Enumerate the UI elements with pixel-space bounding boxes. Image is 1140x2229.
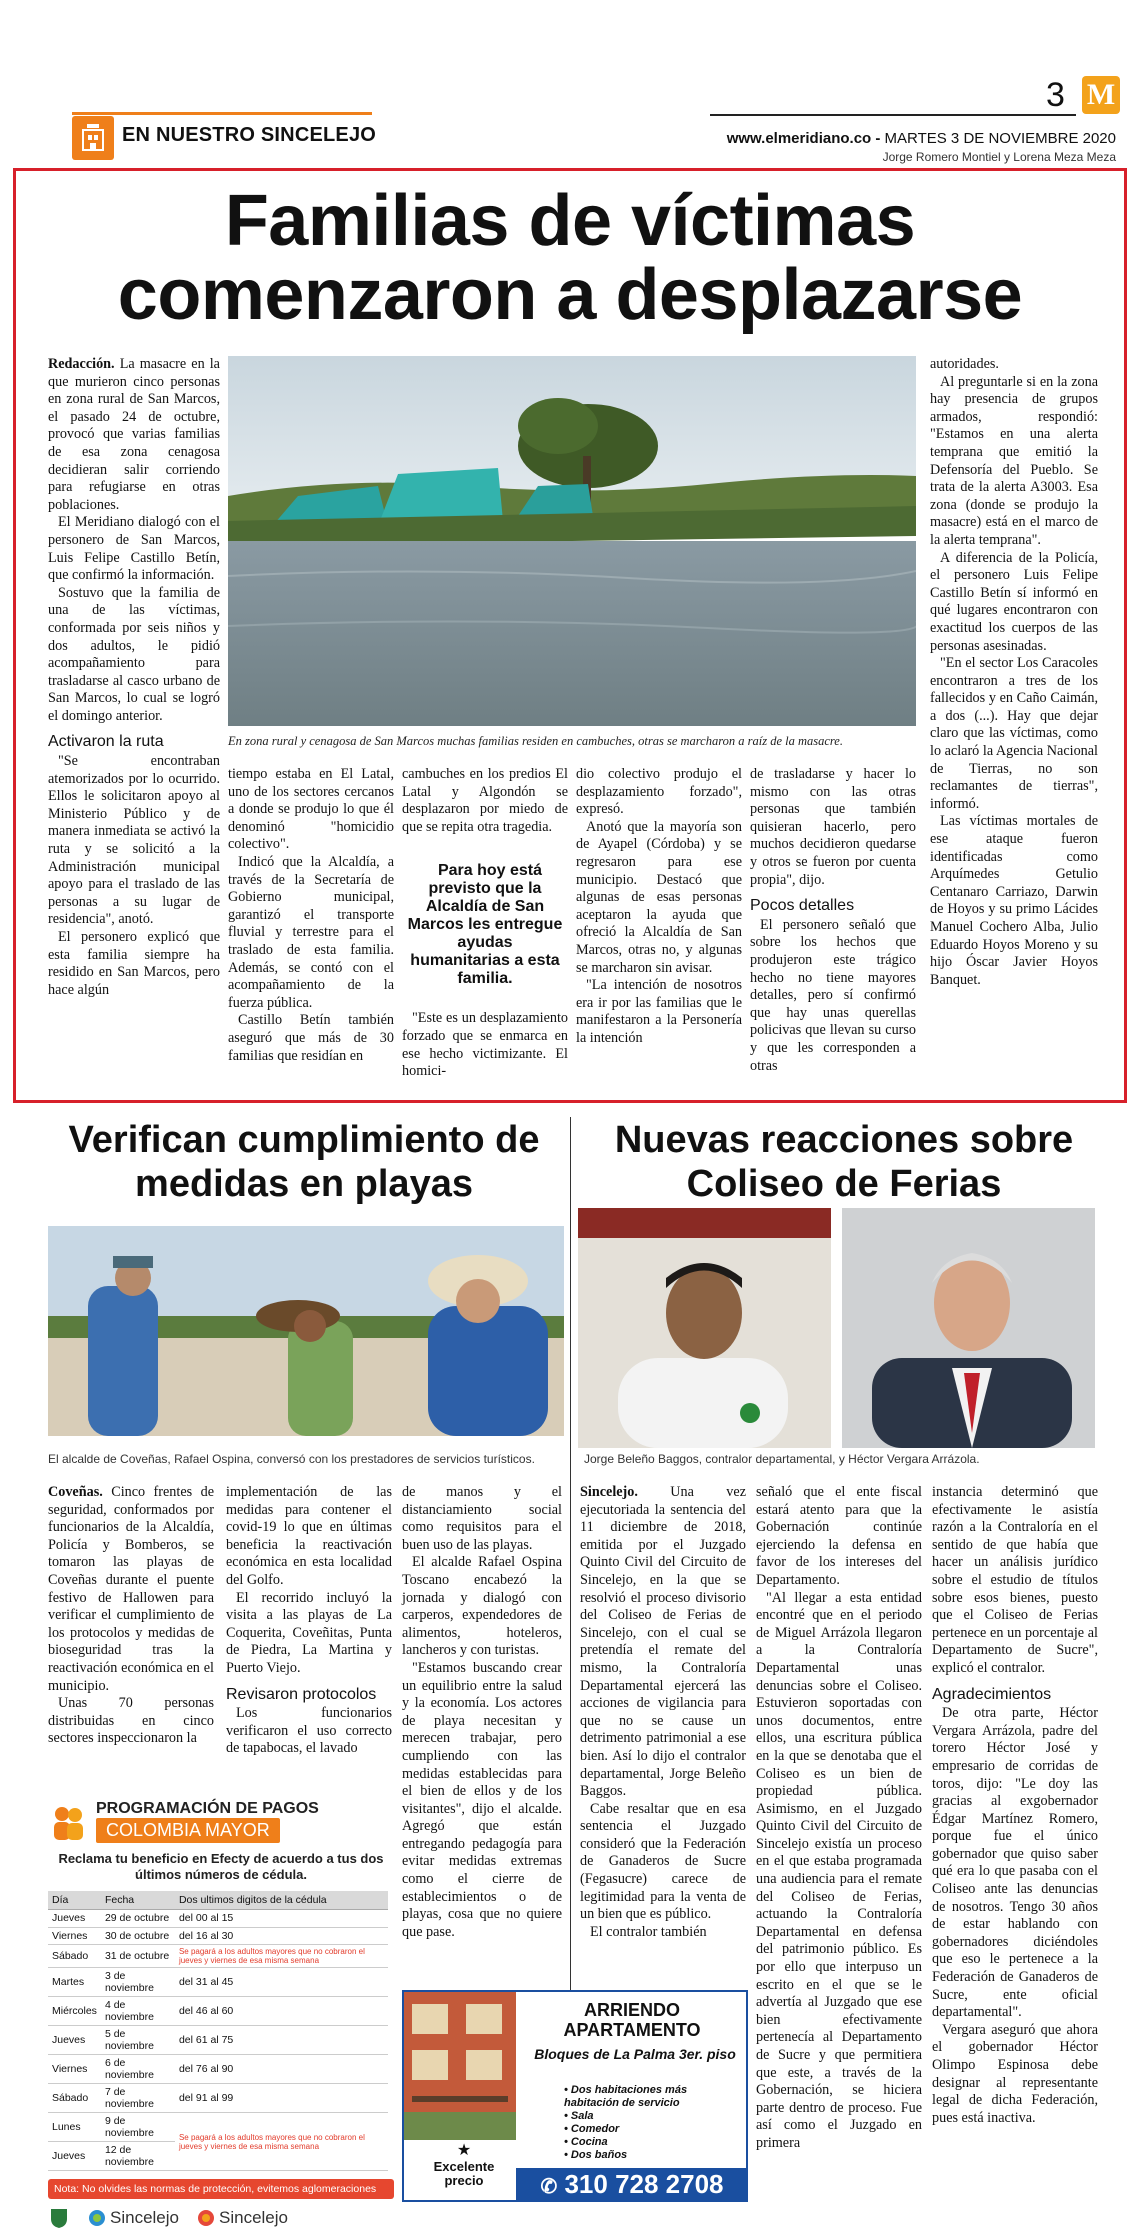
contralor-portrait-photo xyxy=(578,1208,831,1448)
table-row xyxy=(48,1910,388,1928)
table-row xyxy=(48,1997,388,2026)
paragraph: implementación de las medidas para contener el covid-19 lo que en últimas beneficia la reactivación económica en esta localidad del Golfo. xyxy=(226,1484,392,1588)
colombia-mayor-schedule xyxy=(48,1800,394,2227)
table-row xyxy=(48,2055,388,2084)
list-item: • Comedor xyxy=(564,2123,744,2136)
sincelejo-social-logo-text: Sincelejo xyxy=(219,2208,288,2227)
dateline-tag: Coveñas. xyxy=(48,1484,103,1500)
paragraph: Cinco frentes de seguridad, conformados por funcionarios de la Alcaldía, Policía y Bomberos, se tomaron las playas de Coveñas durante el puente festivo de Hallowen para verificar el cumplimiento de los protocolos y medidas de bioseguridad tras la reactivación económica en el municipio. xyxy=(48,1484,214,1694)
paragraph: instancia determinó que efectivamente le asistía razón a la Contraloría en el sentido de que había que hacer un análisis jurídico sobre el estudio de títulos sobre esos bienes, puesto que el Coliseo de Ferias pertenece en un porcentaje al Departamento de Sucre", explicó el contralor. xyxy=(932,1484,1098,1676)
paragraph: Cabe resaltar que en esa sentencia el Juzgado consideró que la Federación de Ganaderos de Sucre (Fegasucre) carece de legitimidad para la venta de un bien que es público. xyxy=(580,1800,746,1923)
lead-column-4 xyxy=(576,766,742,1048)
schedule-subtitle: Reclama tu beneficio en Efecty de acuerdo a tus dos últimos números de cédula. xyxy=(58,1851,384,1882)
cell-digits: del 76 al 90 xyxy=(175,2055,388,2084)
cell-day: Lunes xyxy=(48,2113,101,2142)
elderly-couple-icon xyxy=(48,1802,88,1842)
coliseo-column-1 xyxy=(580,1484,746,1941)
cell-day: Sábado xyxy=(48,1945,101,1968)
paragraph: de trasladarse y hacer lo mismo con las otras personas que también quisieran hacerlo, pero muchos decidieron quedarse y otros se fueron por cuenta propia", dijo. xyxy=(750,766,916,888)
paragraph: El recorrido incluyó la visita a las playas de La Coquerita, Coveñitas, Punta de Piedra, La Martina y Puerto Viejo. xyxy=(226,1589,392,1676)
cell-date: 30 de octubre xyxy=(101,1927,175,1945)
schedule-title: PROGRAMACIÓN DE PAGOS xyxy=(96,1800,319,1817)
paragraph: El Meridiano dialogó con el personero de San Marcos, Luis Felipe Castillo Betín, que confirmó la información. xyxy=(48,514,220,584)
lead-column-3 xyxy=(402,766,568,1081)
lead-column-6 xyxy=(930,356,1098,989)
schedule-program-name: COLOMBIA MAYOR xyxy=(96,1818,280,1843)
paragraph: Unas 70 personas distribuidas en cinco sectores inspeccionaron la xyxy=(48,1695,214,1747)
sincelejo-logo-text: Sincelejo xyxy=(110,2208,179,2227)
cell-note: Se pagará a los adultos mayores que no cobraron el jueves y viernes de esa misma semana xyxy=(175,2113,388,2171)
byline: Jorge Romero Montiel y Lorena Meza Meza xyxy=(882,150,1116,164)
cell-day: Sábado xyxy=(48,2084,101,2113)
table-header-row xyxy=(48,1891,388,1910)
cell-date: 29 de octubre xyxy=(101,1910,175,1928)
paragraph: Los funcionarios verificaron el uso correcto de tapabocas, el lavado xyxy=(226,1705,392,1757)
ad-title-line1: ARRIENDO xyxy=(583,2000,680,2020)
apartment-building-image xyxy=(404,1992,516,2140)
list-item: • Dos baños xyxy=(564,2149,744,2162)
paragraph: "Se encontraban atemorizados por lo ocurrido. Ellos le solicitaron apoyo al Ministerio Público y de manera inmediata se activó la ruta y se solicitó a la Administración municipal apoyo para el traslado de las personas a su lugar de residencia", anotó. xyxy=(48,753,220,928)
paragraph: señaló que el ente fiscal estará atento para que la Gobernación continúe ejerciendo la defensa en favor de los intereses del Departamento. xyxy=(756,1484,922,1588)
paragraph: El personero señaló que sobre los hechos que produjeron este trágico hecho no tiene mayores detalles, pero sí confirmó que hay unas querellas policivas que llevan su curso y que les corresponden a otras xyxy=(750,916,916,1074)
section-label: EN NUESTRO SINCELEJO xyxy=(122,124,377,146)
cell-digits: del 46 al 60 xyxy=(175,1997,388,2026)
playas-column-1 xyxy=(48,1484,214,1748)
ad-phone-number[interactable] xyxy=(516,2168,748,2200)
cell-day: Viernes xyxy=(48,2055,101,2084)
paragraph: "La intención de nosotros era ir por las familias que le manifestaron a la Personería la intención xyxy=(576,977,742,1046)
cell-day: Jueves xyxy=(48,2142,101,2171)
paragraph: A diferencia de la Policía, el personero Luis Felipe Castillo Betín sí informó en qué lugares encontraron con exactitud los cuerpos de las personas asesinadas. xyxy=(930,549,1098,654)
subheading: Revisaron protocolos xyxy=(226,1685,377,1703)
cell-date: 12 de noviembre xyxy=(101,2142,175,2171)
column-header: Fecha xyxy=(101,1891,175,1910)
paragraph: Sostuvo que la familia de una de las víctimas, conformada por seis niños y dos adultos, le pidió acompañamiento para trasladarse al casco urbano de San Marcos, lo cual se logró el domingo anterior. xyxy=(48,584,220,724)
table-row xyxy=(48,2113,388,2142)
playas-column-2 xyxy=(226,1484,392,1758)
meridiano-logo: M xyxy=(1082,76,1120,114)
cell-digits: del 91 al 99 xyxy=(175,2084,388,2113)
playas-column-3 xyxy=(402,1484,562,1941)
website-link[interactable]: www.elmeridiano.co - xyxy=(726,130,881,147)
phone-icon: ✆ xyxy=(540,2176,558,2198)
list-item: • Dos habitaciones más habitación de servicio xyxy=(564,2084,744,2110)
hector-vergara-portrait-photo xyxy=(842,1208,1095,1448)
paragraph: La masacre en la que murieron cinco personas en zona rural de San Marcos, el pasado 24 de octubre, provocó que varias familias de esa zona cenagosa decidieran salir corriendo para refugiarse en otras poblaciones. xyxy=(48,356,220,513)
paragraph: "En el sector Los Caracoles encontraron a tres de los fallecidos y en Caño Caimán, a dos (...). Hay que dejar claro que las víctimas, como lo aclaró la Agencia Nacional de Tierras, no son reclamantes de tierras", informó. xyxy=(930,655,1098,812)
paragraph: Al preguntarle si en la zona hay presencia de grupos armados, respondió: "Estamos en una alerta temprana que emitió la Defensoría del Pueblo. Se trata de la alerta A3003. Esa zona (donde se produjo la masacre) está en el marco de la alerta temprana". xyxy=(930,373,1098,548)
cell-date: 6 de noviembre xyxy=(101,2055,175,2084)
paragraph: Una vez ejecutoriada la sentencia del 11 diciembre de 2018, emitida por el Juzgado Quinto Civil del Circuito de Sincelejo, en la que se resolvió el proceso divisorio del Coliseo de Ferias de Sincelejo, con el cual se pretendía el remate del mismo, la Contraloría Departamental ejercerá las acciones de vigilancia para que no se cause un detrimento patrimonial a ese bien. Así lo dijo el contralor departamental, Jorge Beleño Baggos. xyxy=(580,1484,746,1800)
column-header: Día xyxy=(48,1891,101,1910)
cell-date: 5 de noviembre xyxy=(101,2026,175,2055)
lead-photo-flooded-wetland xyxy=(228,356,916,726)
header-rule xyxy=(710,114,1076,116)
issue-date: MARTES 3 DE NOVIEMBRE 2020 xyxy=(880,130,1116,147)
lead-column-1 xyxy=(48,356,220,999)
list-item: • Sala xyxy=(564,2110,744,2123)
lead-column-5 xyxy=(750,766,916,1075)
playas-headline: Verifican cumplimiento de medidas en playas xyxy=(68,1119,540,1205)
paragraph: De otra parte, Héctor Vergara Arrázola, padre del torero Héctor José y empresario de corridas de toros, dijo: "Le doy las gracias al exgobernador Édgar Martínez Romero, porque fue el único gobernador que quiso saber qué era lo que pasaba con el Coliseo ante las denuncias de nosotros. Tengo 30 años de estar hablando con gobernadores diciéndoles que eso le pertenece a la Federación de Ganaderos de Sucre, ente oficial departamental". xyxy=(932,1705,1098,2021)
cell-day: Martes xyxy=(48,1968,101,1997)
cell-day: Viernes xyxy=(48,1927,101,1945)
star-icon: ★ xyxy=(456,2142,472,2159)
sincelejo-logo-icon xyxy=(88,2209,106,2227)
schedule-footer-note: Nota: No olvides las normas de protección, evitemos aglomeraciones xyxy=(48,2179,394,2199)
payment-schedule-table xyxy=(48,1891,388,2171)
page-number: 3 xyxy=(1046,76,1065,114)
cell-day: Jueves xyxy=(48,2026,101,2055)
coliseo-column-3 xyxy=(932,1484,1098,2127)
sincelejo-social-logo-icon xyxy=(197,2209,215,2227)
coliseo-photo-caption: Jorge Beleño Baggos, contralor departamental, y Héctor Vergara Arrázola. xyxy=(584,1452,980,1466)
ad-title-line2: APARTAMENTO xyxy=(563,2020,701,2040)
subheading: Pocos detalles xyxy=(750,897,855,915)
cell-note: Se pagará a los adultos mayores que no cobraron el jueves y viernes de esa misma semana xyxy=(175,1945,388,1968)
paragraph: Vergara aseguró que ahora el gobernador Héctor Olimpo Espinosa debe designar al representante legal de dicha Federación, pues está inactiva. xyxy=(932,2021,1098,2126)
cell-digits: del 16 al 30 xyxy=(175,1927,388,1945)
table-row xyxy=(48,1927,388,1945)
dateline-tag: Sincelejo. xyxy=(580,1484,638,1500)
lead-photo-caption: En zona rural y cenagosa de San Marcos muchas familias residen en cambuches, otras se marcharon a raíz de la masacre. xyxy=(228,734,843,748)
paragraph: tiempo estaba en El Latal, uno de los sectores cercanos a donde se produjo lo que él denominó "homicidio colectivo". xyxy=(228,766,394,853)
dateline-tag: Redacción. xyxy=(48,356,115,372)
subheading: Agradecimientos xyxy=(932,1685,1052,1703)
coliseo-headline: Nuevas reacciones sobre Coliseo de Ferias xyxy=(614,1119,1074,1205)
cell-date: 9 de noviembre xyxy=(101,2113,175,2142)
section-rule xyxy=(72,112,372,115)
paragraph: dio colectivo produjo el desplazamiento forzado", expresó. xyxy=(576,766,742,818)
paragraph: Indicó que la Alcaldía, a través de la Secretaría de Gobierno municipal, garantizó el transporte fluvial y terrestre para el traslado de esta familia. Además, se contó con el acompañamiento de la fuerza pública. xyxy=(228,853,394,1011)
paragraph: Anotó que la mayoría son de Ayapel (Córdoba) y se regresaron para ese municipio. Destacó que algunas de esas personas aceptaron la ayuda que ofreció la Alcaldía de San Marcos, otras no, y algunas se marcharon sin avisar. xyxy=(576,818,742,976)
paragraph: Castillo Betín también aseguró que más de 30 familias que residían en xyxy=(228,1012,394,1064)
cell-day: Miércoles xyxy=(48,1997,101,2026)
playas-photo-caption: El alcalde de Coveñas, Rafael Ospina, conversó con los prestadores de servicios turísticos. xyxy=(48,1452,535,1466)
table-row xyxy=(48,2084,388,2113)
ad-features-list xyxy=(564,2084,744,2162)
paragraph: Las víctimas mortales de ese ataque fueron identificadas como Arquímedes Getulio Centanaro Carriazo, Darwin de Hoyos y su primo Lácides Manuel Cochero Alba, Julio Eduardo Hoyos Moreno y su hijo Óscar Javier Hoyos Banquet. xyxy=(930,813,1098,988)
pull-quote: Para hoy está previsto que la Alcaldía de San Marcos les entregue ayudas humanitarias a esta familia. xyxy=(407,862,563,988)
paragraph: autoridades. xyxy=(930,356,999,372)
ad-badge: Excelente precio xyxy=(433,2159,495,2188)
cell-date: 3 de noviembre xyxy=(101,1968,175,1997)
cell-digits: del 61 al 75 xyxy=(175,2026,388,2055)
apartment-rental-ad[interactable] xyxy=(402,1990,748,2202)
cell-date: 4 de noviembre xyxy=(101,1997,175,2026)
cell-digits: del 31 al 45 xyxy=(175,1968,388,1997)
cell-date: 7 de noviembre xyxy=(101,2084,175,2113)
paragraph: El contralor también xyxy=(590,1923,707,1940)
lead-column-2 xyxy=(228,766,394,1065)
coat-of-arms-icon xyxy=(48,2207,70,2229)
paragraph: cambuches en los predios El Latal y Algondón se desplazaron por miedo de que se repita otra tragedia. xyxy=(402,766,568,835)
cell-day: Jueves xyxy=(48,1910,101,1928)
paragraph: "Estamos buscando crear un equilibrio entre la salud y la economía. Los actores de playa necesitan y merecen trabajar, pero cumpliendo con las medidas establecidas para el bien de ellos y de los visitantes", dijo el alcalde. Agregó que están entregando pedagogía para evitar medidas extremas como el cierre de establecimientos o de playas, cosa que no quiere que pase. xyxy=(402,1659,562,1940)
ad-subtitle: Bloques de La Palma 3er. piso xyxy=(534,2046,736,2062)
table-row xyxy=(48,1945,388,1968)
lead-headline: Familias de víctimas comenzaron a desplazarse xyxy=(117,181,1023,335)
paragraph: "Al llegar a esta entidad encontré que en el periodo de Miguel Arrázola llegaron a la Contraloría Departamental unas denuncias sobre el Coliseo. Estuvieron soportadas con unos documentos, entre ellos, una escritura pública en la que se denotaba que el Coliseo es un bien de propiedad pública. Asimismo, en el Juzgado Quinto Civil del Circuito de Sincelejo existía un proceso en el que estaba programada una audiencia para el remate del Coliseo de Ferias, actuando la Contraloría Departamental en defensa del patrimonio público. Es por ello que interpuso un escrito en el que se le advertía al Juzgado que ese bien efectivamente pertenecía al Departamento de Sucre y que permitiera que este, a través de la Gobernación, se hiciera parte dentro de proceso. Fue así como el Juzgado en primera xyxy=(756,1589,922,2151)
table-row xyxy=(48,1968,388,1997)
dateline xyxy=(712,130,1116,147)
column-header: Dos ultimos digitos de la cédula xyxy=(175,1891,388,1910)
table-row xyxy=(48,2026,388,2055)
paragraph: El personero explicó que esta familia siempre ha residido en San Marcos, pero hace algún xyxy=(48,929,220,998)
list-item: • Cocina xyxy=(564,2136,744,2149)
phone-text: 310 728 2708 xyxy=(564,2169,724,2199)
subheading: Activaron la ruta xyxy=(48,733,164,751)
playas-photo xyxy=(48,1226,564,1436)
cell-date: 31 de octubre xyxy=(101,1945,175,1968)
coliseo-column-2 xyxy=(756,1484,922,2153)
paragraph: de manos y el distanciamiento social como requisitos para el buen uso de las playas. xyxy=(402,1484,562,1553)
paragraph: El alcalde Rafael Ospina Toscano encabezó la jornada y dialogó con carperos, expendedores de alimentos, hoteleros, lancheros y con turistas. xyxy=(402,1554,562,1659)
paragraph: "Este es un desplazamiento forzado que se enmarca en ese hecho victimizante. El homici- xyxy=(402,1010,568,1080)
city-building-icon xyxy=(72,116,114,160)
cell-digits: del 00 al 15 xyxy=(175,1910,388,1928)
